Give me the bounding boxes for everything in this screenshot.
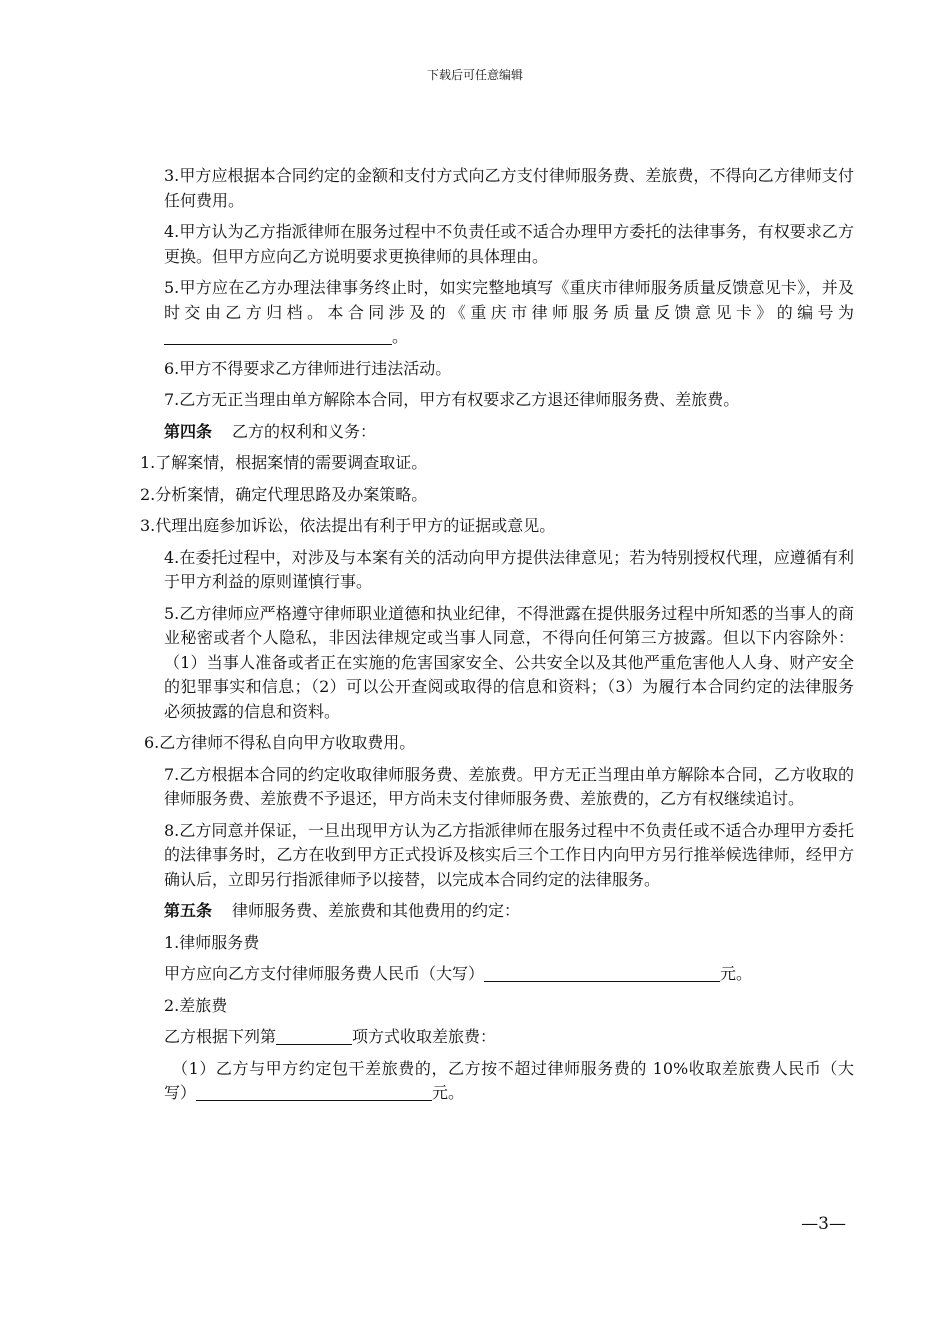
travel-lumpsum-blank[interactable]: [196, 1083, 432, 1101]
travel-lumpsum-text: （1）乙方与甲方约定包干差旅费的，乙方按不超过律师服务费的 10%收取差旅费人民币（大写）: [164, 1058, 854, 1102]
card-number-blank[interactable]: [164, 327, 392, 345]
travel-method-end: 项方式收取差旅费：: [352, 1027, 497, 1046]
article-4-heading: [164, 420, 854, 445]
clause-3-5: [164, 276, 854, 350]
clause-3-3: 3.甲方应根据本合同约定的金额和支付方式向乙方支付律师服务费、差旅费，不得向乙方律师支付任何费用。: [164, 166, 854, 210]
page-number: —3—: [801, 1214, 846, 1234]
clause-5-1-fee: [164, 962, 854, 987]
clause-5-2-1: [164, 1057, 854, 1106]
clause-5-2-method: [164, 1025, 854, 1050]
clause-4-5: 5.乙方律师应严格遵守律师职业道德和执业纪律，不得泄露在提供服务过程中所知悉的当事人的商业秘密或者个人隐私，非因法律规定或当事人同意，不得向任何第三方披露。但以下内容除外：（1）当事人准备或者正在实施的危害国家安全、公共安全以及其他严重危害他人人身、财产安全的犯罪事实和信息；（2）可以公开查阅或取得的信息和资料；（3）为履行本合同约定的法律服务必须披露的信息和资料。: [164, 603, 854, 721]
clause-3-6: 6.甲方不得要求乙方律师进行违法活动。: [164, 358, 452, 378]
clause-4-2: 2.分析案情，确定代理思路及办案策略。: [140, 484, 428, 504]
clause-3-5-text: 5.甲方应在乙方办理法律事务终止时，如实完整地填写《重庆市律师服务质量反馈意见卡》，并及时交由乙方归档。本合同涉及的《重庆市律师服务质量反馈意见卡》的编号为: [164, 278, 854, 322]
clause-4-3: 3.代理出庭参加诉讼，依法提出有利于甲方的证据或意见。: [140, 516, 556, 535]
service-fee-text: 甲方应向乙方支付律师服务费人民币（大写）: [164, 964, 485, 983]
travel-method-text: 乙方根据下列第: [164, 1027, 277, 1046]
header-note: 下载后可任意编辑: [426, 68, 523, 82]
travel-lumpsum-unit: 元。: [432, 1083, 465, 1102]
clause-3-4: 4.甲方认为乙方指派律师在服务过程中不负责任或不适合办理甲方委托的法律事务，有权要求乙方更换。但甲方应向乙方说明要求更换律师的具体理由。: [164, 222, 854, 266]
clause-5-1: 1.律师服务费: [164, 932, 260, 952]
clause-4-7: 7.乙方根据本合同的约定收取律师服务费、差旅费。甲方无正当理由单方解除本合同，乙方收取的律师服务费、差旅费不予退还，甲方尚未支付律师服务费、差旅费的，乙方有权继续追讨。: [164, 764, 854, 808]
article-4-label: 第四条: [164, 421, 213, 441]
clause-4-6: 6.乙方律师不得私自向甲方收取费用。: [144, 733, 416, 752]
travel-method-blank[interactable]: [276, 1027, 352, 1045]
service-fee-blank[interactable]: [484, 964, 720, 982]
clause-4-8: 8.乙方同意并保证，一旦出现甲方认为乙方指派律师在服务过程中不负责任或不适合办理甲方委托的法律事务时，乙方在收到甲方正式投诉及核实后三个工作日内向甲方另行推举候选律师，经甲方确认后，立即另行指派律师予以接替，以完成本合同约定的法律服务。: [164, 820, 854, 889]
document-body: [140, 164, 854, 1113]
service-fee-unit: 元。: [720, 964, 753, 983]
clause-4-1: 1.了解案情，根据案情的需要调查取证。: [140, 453, 428, 472]
clause-3-5-end: 。: [392, 327, 409, 346]
clause-3-7: 7.乙方无正当理由单方解除本合同，甲方有权要求乙方退还律师服务费、差旅费。: [164, 390, 740, 409]
clause-5-2: 2.差旅费: [164, 995, 228, 1015]
article-5-title: 律师服务费、差旅费和其他费用的约定：: [232, 901, 521, 920]
article-4-title: 乙方的权利和义务：: [232, 421, 377, 441]
article-5-label: 第五条: [164, 901, 213, 920]
clause-4-4: 4.在委托过程中，对涉及与本案有关的活动向甲方提供法律意见；若为特别授权代理，应遵循有利于甲方利益的原则谨慎行事。: [164, 547, 854, 591]
article-5-heading: [164, 899, 854, 924]
